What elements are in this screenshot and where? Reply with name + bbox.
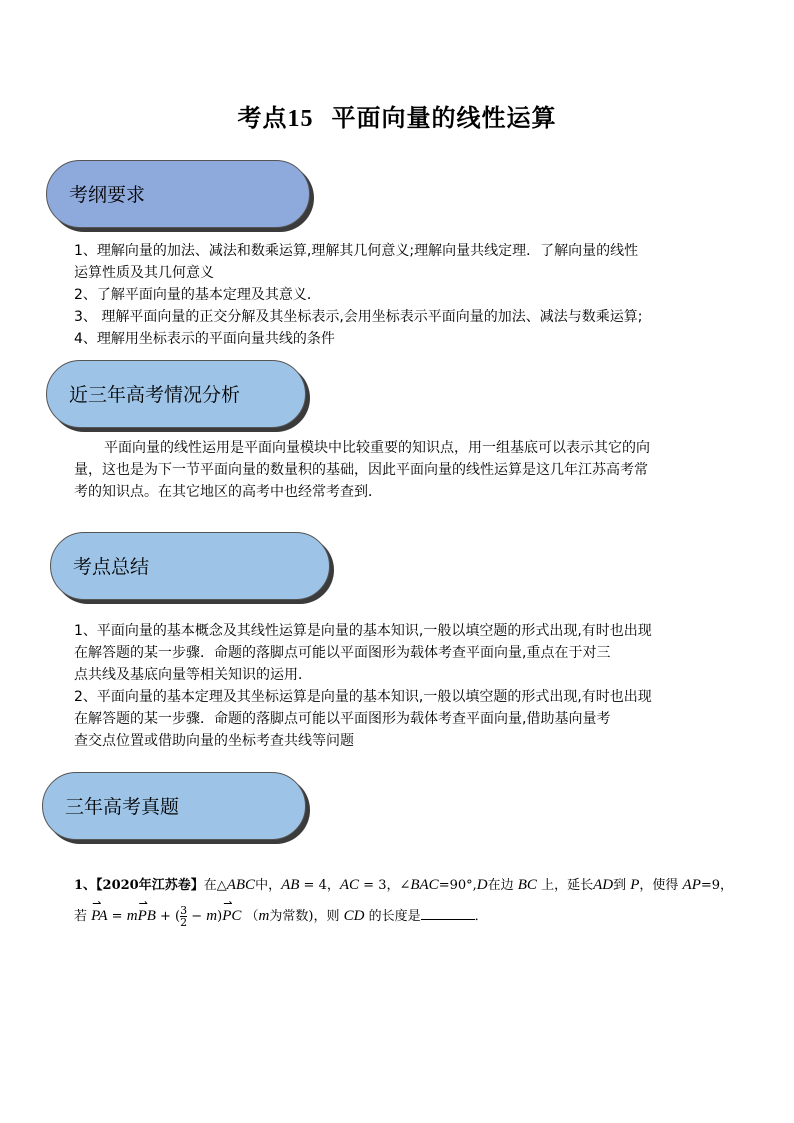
q-text: =: [107, 909, 127, 924]
fraction-numerator: 3: [180, 904, 188, 917]
q-var: ABC: [226, 877, 256, 893]
question-1: [74, 872, 734, 930]
question-source: 【2020年江苏卷】: [96, 878, 204, 893]
vector-pb: ⇀ PB: [138, 903, 156, 929]
q-var: AD: [593, 877, 614, 893]
q-var: m: [126, 908, 138, 924]
section-header-analysis: [46, 360, 306, 428]
q-text: + (: [155, 909, 181, 924]
q-text: =9，: [700, 878, 734, 893]
q-text: −: [187, 909, 207, 924]
q-var: CD: [343, 908, 365, 924]
section-header-requirements: [46, 160, 310, 228]
requirements-text: [74, 240, 726, 350]
analysis-text: [74, 437, 726, 503]
q-text: 的长度是: [364, 909, 421, 924]
title-text: 平面向量的线性运算: [331, 103, 557, 132]
fraction-denominator: 2: [180, 916, 188, 929]
q-text: 在△: [203, 878, 227, 893]
q-text: 在边: [487, 878, 518, 893]
summary-line: 1、平面向量的基本概念及其线性运算是向量的基本知识,一般以填空题的形式出现,有时也出现: [74, 623, 652, 639]
q-text: ．: [474, 909, 488, 924]
q-var: P: [630, 877, 640, 893]
requirement-line: 2、了解平面向量的基本定理及其意义．: [74, 287, 321, 303]
page-title: [0, 98, 794, 133]
question-number: 1、: [74, 878, 97, 893]
q-text: 到: [613, 878, 631, 893]
q-var: AP: [682, 877, 701, 893]
vector-pc: ⇀ PC: [222, 903, 241, 929]
requirement-line: 1、理解向量的加法、减法和数乘运算,理解其几何意义;理解向量共线定理．了解向量的线性: [74, 243, 639, 259]
question-line-1: [74, 872, 734, 899]
analysis-line: 考的知识点。在其它地区的高考中也经常考查到．: [74, 484, 382, 500]
summary-line: 在解答题的某一步骤．命题的落脚点可能以平面图形为载体考查平面向量,借助基向量考: [74, 711, 611, 727]
section-label: 三年高考真题: [65, 796, 180, 818]
q-var: D: [476, 877, 488, 893]
requirement-line: 3、 理解平面向量的正交分解及其坐标表示,会用坐标表示平面向量的加法、减法与数乘运算;: [74, 309, 643, 325]
q-text: 若: [74, 909, 92, 924]
section-label: 近三年高考情况分析: [69, 384, 241, 406]
q-text: （: [241, 909, 259, 924]
requirement-line: 运算性质及其几何意义: [74, 265, 214, 281]
summary-line: 查交点位置或借助向量的坐标考查共线等问题: [74, 733, 354, 749]
question-line-2: [74, 903, 734, 930]
answer-blank[interactable]: [421, 905, 475, 920]
q-text: =90°,: [438, 878, 477, 893]
section-header-exam-questions: [42, 772, 306, 840]
q-text: 为常数)，则: [269, 909, 344, 924]
q-text: ): [217, 909, 223, 924]
q-var: BC: [517, 877, 537, 893]
q-text: = 4，: [299, 878, 340, 893]
requirement-line: 4、理解用坐标表示的平面向量共线的条件: [74, 331, 335, 347]
q-text: = 3，∠: [359, 878, 411, 893]
section-label: 考点总结: [73, 556, 150, 578]
q-text: 中，: [255, 878, 282, 893]
analysis-line: 平面向量的线性运用是平面向量模块中比较重要的知识点，用一组基底可以表示其它的向: [104, 440, 650, 456]
q-var: AC: [339, 877, 360, 893]
summary-line: 点共线及基底向量等相关知识的运用．: [74, 667, 312, 683]
q-var: AB: [281, 877, 300, 893]
section-label: 考纲要求: [69, 184, 146, 206]
summary-line: 2、平面向量的基本定理及其坐标运算是向量的基本知识,一般以填空题的形式出现,有时也出现: [74, 689, 652, 705]
q-text: ，使得: [639, 878, 683, 893]
q-var: m: [206, 908, 218, 924]
title-number: 考点15: [237, 106, 314, 132]
vector-pa: ⇀ PA: [91, 903, 107, 929]
q-text: 上，延长: [536, 878, 594, 893]
q-var: BAC: [410, 877, 439, 893]
summary-text: [74, 620, 726, 752]
analysis-line: 量，这也是为下一节平面向量的数量积的基础，因此平面向量的线性运算是这几年江苏高考常: [74, 462, 648, 478]
summary-line: 在解答题的某一步骤．命题的落脚点可能以平面图形为载体考查平面向量,重点在于对三: [74, 645, 611, 661]
q-var: m: [258, 908, 270, 924]
section-header-summary: [50, 532, 330, 600]
